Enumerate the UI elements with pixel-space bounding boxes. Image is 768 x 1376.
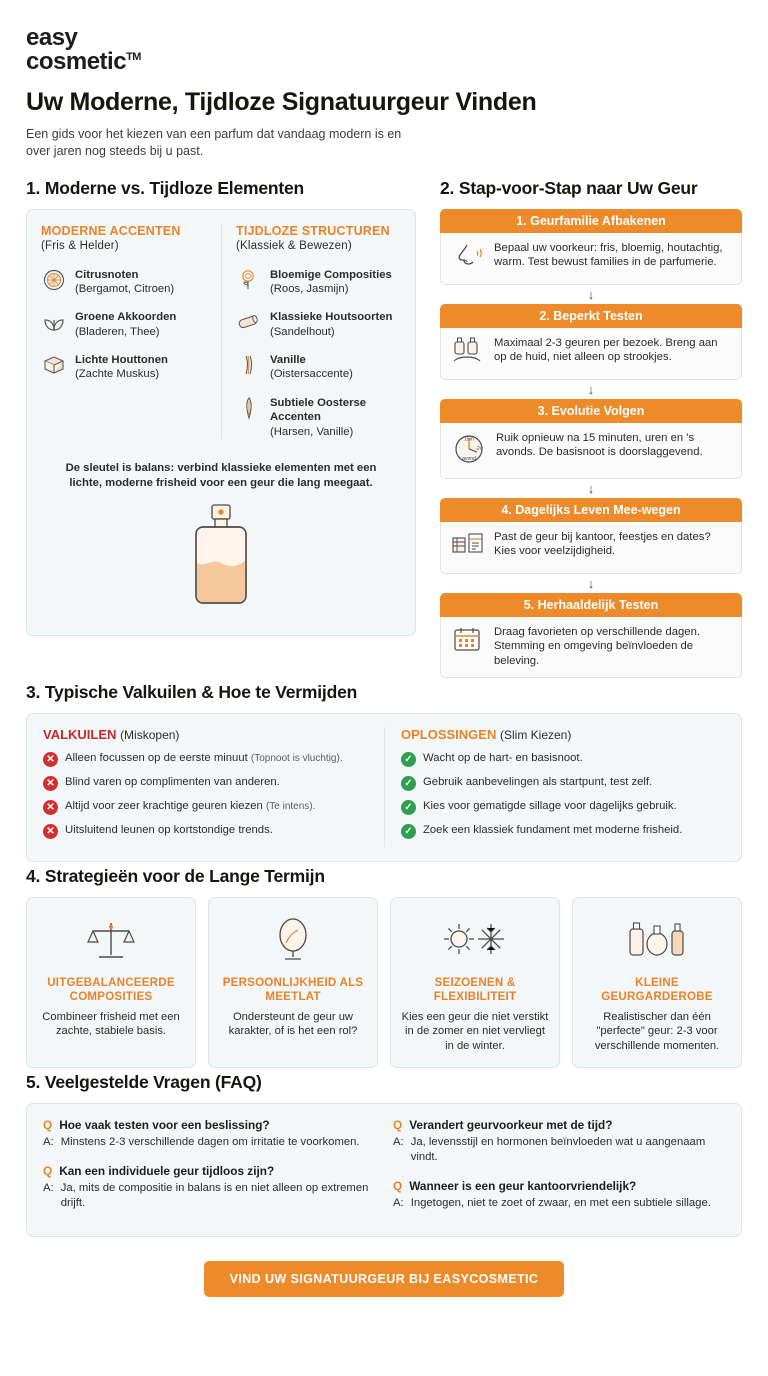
strategy-card-title: PERSOONLIJKHEID ALS MEETLAT xyxy=(222,975,364,1003)
question-marker: Q xyxy=(393,1118,403,1133)
section-4-cards xyxy=(26,897,742,1069)
faq-item xyxy=(43,1164,375,1210)
timeless-structures-title-text: TIJDLOZE STRUCTUREN xyxy=(236,223,390,238)
leaf-icon xyxy=(41,309,67,335)
modern-accents-subtitle: (Fris & Helder) xyxy=(41,240,119,253)
faq-question: Kan een individuele geur tijdloos zijn? xyxy=(59,1163,275,1178)
list-item-label: Citrusnoten (Bergamot, Citroen) xyxy=(75,268,175,296)
list-item xyxy=(236,352,393,382)
cross-icon: ✕ xyxy=(43,824,58,839)
faq-question: Wanneer is een geur kantoorvriendelijk? xyxy=(409,1178,637,1193)
list-item: ✓ Zoek een klassiek fundament met moderne frisheid. xyxy=(401,823,725,839)
timeless-structures-subtitle: (Klassiek & Bewezen) xyxy=(236,240,352,253)
list-item: ✓ Kies voor gematigde sillage voor dagelijks gebruik. xyxy=(401,799,725,815)
desk-calendar-icon xyxy=(451,530,485,565)
strategy-card xyxy=(390,897,560,1069)
step-card xyxy=(440,209,742,285)
svg-text:-2u: -2u xyxy=(475,445,483,452)
trademark-symbol: TM xyxy=(126,51,141,63)
brand-line-1: easy xyxy=(26,24,78,51)
cta-button[interactable]: VIND UW SIGNATUURGEUR BIJ EASYCOSMETIC xyxy=(204,1261,565,1297)
cross-icon: ✕ xyxy=(43,800,58,815)
arrow-down-icon: ↓ xyxy=(587,480,595,496)
strategy-card xyxy=(572,897,742,1069)
pitfalls-title: VALKUILEN (Miskopen) xyxy=(43,726,180,742)
timeless-structures-column xyxy=(221,224,401,439)
main-two-column-area xyxy=(26,174,742,678)
list-item: ✕ Alleen focussen op de eerste minuut (Topnoot is vluchtig). xyxy=(43,751,372,767)
list-item xyxy=(236,267,393,297)
answer-marker: A: xyxy=(43,1136,54,1149)
rose-icon xyxy=(236,267,262,293)
list-item-label: Lichte Houttonen (Zachte Muskus) xyxy=(75,354,168,381)
citrus-slice-icon xyxy=(41,267,67,293)
question-marker: Q xyxy=(393,1178,403,1193)
answer-marker: A: xyxy=(43,1181,54,1194)
answer-marker: A: xyxy=(393,1196,404,1209)
step-title: 3. Evolutie Volgen xyxy=(440,399,742,423)
list-item: ✕ Uitsluitend leunen op kortstondige trends. xyxy=(43,823,372,839)
step-card xyxy=(440,593,742,678)
faq-answer: Ja, levensstijl en hormonen beïnvloeden wat u aangenaam vindt. xyxy=(410,1136,706,1163)
section-1-heading: 1. Moderne vs. Tijdloze Elementen xyxy=(26,177,305,198)
column-right xyxy=(440,174,742,678)
faq-answer: Ingetogen, niet te zoet of zwaar, en met een subtiele sillage. xyxy=(410,1196,711,1209)
strategy-card xyxy=(208,897,378,1069)
faq-question: Hoe vaak testen voor een beslissing? xyxy=(59,1118,270,1133)
step-title: 1. Geurfamilie Afbakenen xyxy=(440,209,742,233)
section-3-card xyxy=(26,713,742,862)
solutions-title: OPLOSSINGEN (Slim Kiezen) xyxy=(401,726,572,742)
brand-line-2: cosmetic xyxy=(26,48,127,75)
modern-accents-title-text: MODERNE ACCENTEN xyxy=(41,223,181,238)
svg-text:15m: 15m xyxy=(464,436,474,443)
column-left xyxy=(26,174,416,637)
list-item-label: Subtiele Oosterse Accenten (Harsen, Vanille) xyxy=(270,396,367,438)
perfume-bottle-illustration xyxy=(41,499,401,619)
faq-item xyxy=(393,1118,725,1164)
list-item xyxy=(41,309,213,339)
strategy-card xyxy=(26,897,196,1069)
scales-icon xyxy=(37,912,185,968)
step-title: 5. Herhaaldelijk Testen xyxy=(440,593,742,617)
step-text: Draag favorieten op verschillende dagen. Stemming en omgeving beïnvloeden de beleving. xyxy=(494,625,700,668)
answer-marker: A: xyxy=(393,1136,404,1149)
check-icon: ✓ xyxy=(401,752,416,767)
box-icon xyxy=(41,352,67,378)
wood-log-icon xyxy=(236,309,262,335)
step-text: Past de geur bij kantoor, feestjes en dates? Kies voor veelzijdigheid. xyxy=(494,530,711,558)
hand-spray-icon xyxy=(451,336,485,371)
section-4-heading: 4. Strategieën voor de Lange Termijn xyxy=(26,865,325,886)
sun-snowflake-icon xyxy=(401,912,549,968)
list-item xyxy=(41,352,213,382)
check-icon: ✓ xyxy=(401,824,416,839)
strategy-card-title: UITGEBALANCEERDE COMPOSITIES xyxy=(47,975,175,1003)
page-title: Uw Moderne, Tijdloze Signatuurgeur Vinden xyxy=(26,88,537,116)
svg-text:avond: avond xyxy=(462,455,476,462)
step-card xyxy=(440,498,742,574)
arrow-down-icon: ↓ xyxy=(587,286,595,302)
faq-item xyxy=(393,1179,725,1211)
cross-icon: ✕ xyxy=(43,776,58,791)
strategy-card-title: KLEINE GEURGARDEROBE xyxy=(601,975,713,1003)
step-title: 4. Dagelijks Leven Mee-wegen xyxy=(440,498,742,522)
list-item-label: Vanille (Oistersaccente) xyxy=(270,354,353,381)
section-2-heading: 2. Stap-voor-Stap naar Uw Geur xyxy=(440,177,698,198)
step-card xyxy=(440,399,742,479)
page-subtitle: Een gids voor het kiezen van een parfum dat vandaag modern is en over jaren nog steeds bij u past. xyxy=(26,127,402,158)
faq-card xyxy=(26,1103,742,1237)
section-3-heading: 3. Typische Valkuilen & Hoe te Vermijden xyxy=(26,681,358,702)
strategy-card-text: Ondersteunt de geur uw karakter, of is het een rol? xyxy=(228,1010,358,1038)
arrow-down-icon: ↓ xyxy=(587,575,595,591)
question-marker: Q xyxy=(43,1163,53,1178)
solutions-column xyxy=(384,727,725,847)
strategy-card-text: Combineer frisheid met een zachte, stabiele basis. xyxy=(42,1010,180,1038)
section-1-card xyxy=(26,209,416,637)
balance-note: De sleutel is balans: verbind klassieke elementen met een lichte, moderne frisheid voor een geur die lang meegaat. xyxy=(65,461,377,490)
spice-icon xyxy=(236,395,262,421)
list-item: ✓ Gebruik aanbevelingen als startpunt, test zelf. xyxy=(401,775,725,791)
faq-column-left xyxy=(43,1118,375,1224)
cta-area xyxy=(26,1261,742,1297)
faq-column-right xyxy=(393,1118,725,1224)
step-title: 2. Beperkt Testen xyxy=(440,304,742,328)
list-item: ✕ Altijd voor zeer krachtige geuren kiezen (Te intens). xyxy=(43,799,372,815)
brand-logo xyxy=(26,26,742,74)
strategy-card-text: Realistischer dan één "perfecte" geur: 2-3 voor verschillende momenten. xyxy=(594,1010,720,1052)
list-item xyxy=(236,309,393,339)
vanilla-icon xyxy=(236,352,262,378)
list-item-label: Groene Akkoorden (Bladeren, Thee) xyxy=(75,311,177,338)
bottles-icon xyxy=(583,912,731,968)
arrow-down-icon: ↓ xyxy=(587,381,595,397)
modern-accents-column xyxy=(41,224,221,439)
faq-answer: Minstens 2-3 verschillende dagen om irritatie te voorkomen. xyxy=(60,1136,360,1149)
step-text: Bepaal uw voorkeur: fris, bloemig, houtachtig, warm. Test bewust families in de parfumerie. xyxy=(494,241,723,269)
list-item-label: Klassieke Houtsoorten (Sandelhout) xyxy=(270,311,393,338)
list-item: ✕ Blind varen op complimenten van anderen. xyxy=(43,775,372,791)
faq-answer: Ja, mits de compositie in balans is en niet alleen op extremen drijft. xyxy=(60,1181,369,1209)
strategy-card-text: Kies een geur die niet verstikt in de zomer en niet vervliegt in de winter. xyxy=(401,1010,549,1052)
pitfalls-column xyxy=(43,727,384,847)
modern-accents-title xyxy=(41,224,213,254)
check-icon: ✓ xyxy=(401,776,416,791)
list-item xyxy=(236,395,393,439)
strategy-card-title: SEIZOENEN & FLEXIBILITEIT xyxy=(433,975,517,1003)
list-item-label: Bloemige Composities (Roos, Jasmijn) xyxy=(270,268,392,296)
cross-icon: ✕ xyxy=(43,752,58,767)
timer-icon xyxy=(451,431,487,470)
faq-question: Verandert geurvoorkeur met de tijd? xyxy=(409,1118,613,1133)
step-text: Maximaal 2-3 geuren per bezoek. Breng aan op de huid, niet alleen op strookjes. xyxy=(494,336,718,364)
question-marker: Q xyxy=(43,1118,53,1133)
calendar-icon xyxy=(451,625,485,660)
step-text: Ruik opnieuw na 15 minuten, uren en 's avonds. De basisnoot is doorslaggevend. xyxy=(496,431,703,459)
nose-icon xyxy=(451,241,485,276)
mirror-icon xyxy=(219,912,367,968)
list-item xyxy=(41,267,213,297)
check-icon: ✓ xyxy=(401,800,416,815)
faq-item xyxy=(43,1118,375,1150)
timeless-structures-title xyxy=(236,224,393,254)
step-card xyxy=(440,304,742,380)
list-item: ✓ Wacht op de hart- en basisnoot. xyxy=(401,751,725,767)
section-5-heading: 5. Veelgestelde Vragen (FAQ) xyxy=(26,1072,262,1093)
